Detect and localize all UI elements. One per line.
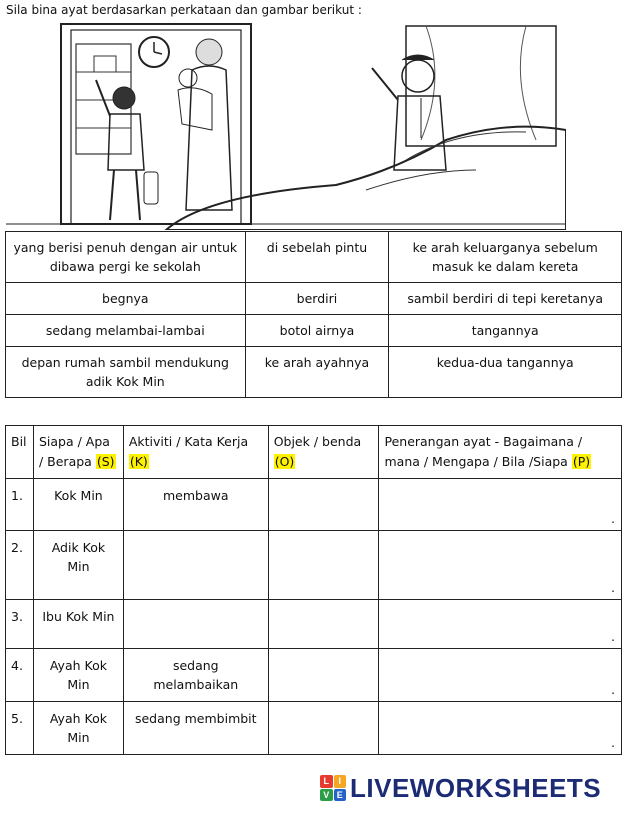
header-bil: Bil (6, 426, 34, 479)
word-bank-row (6, 283, 622, 315)
header-verb (123, 426, 268, 479)
word-bank-row (6, 315, 622, 347)
header-verb-text: Aktiviti / Kata Kerja (128, 434, 249, 449)
answer-row (6, 702, 622, 755)
word-bank-row (6, 347, 622, 398)
word-bank-row (6, 232, 622, 283)
row-number: 5. (6, 702, 34, 755)
word-bank-cell: ke arah keluarganya sebelum masuk ke dalam kereta (389, 232, 622, 283)
subject-cell: Ayah Kok Min (33, 649, 123, 702)
sentence-answer-table (5, 425, 622, 755)
family-illustration (6, 20, 566, 230)
liveworksheets-logo (320, 770, 620, 806)
word-bank-cell: botol airnya (245, 315, 389, 347)
verb-input-cell[interactable] (123, 531, 268, 600)
description-input-cell[interactable] (379, 649, 622, 702)
subject-cell: Ayah Kok Min (33, 702, 123, 755)
description-input-cell[interactable] (379, 702, 622, 755)
word-bank-cell: kedua-dua tangannya (389, 347, 622, 398)
answer-row (6, 479, 622, 531)
liveworksheets-wordmark: LIVEWORKSHEETS (350, 772, 602, 803)
header-object-text: Objek / benda (273, 434, 362, 449)
row-number: 1. (6, 479, 34, 531)
object-input-cell[interactable] (268, 702, 379, 755)
header-verb-tag: (K) (129, 454, 148, 469)
header-desc-text: Penerangan ayat - Bagaimana / mana / Mengapa / Bila /Siapa (384, 434, 583, 469)
instruction-text: Sila bina ayat berdasarkan perkataan dan gambar berikut : (6, 3, 362, 17)
verb-input-cell[interactable] (123, 600, 268, 649)
row-number: 3. (6, 600, 34, 649)
verb-cell: membawa (123, 479, 268, 531)
description-input-cell[interactable] (379, 600, 622, 649)
row-number: 2. (6, 531, 34, 600)
word-bank-table (5, 231, 622, 398)
row-number: 4. (6, 649, 34, 702)
description-input-cell[interactable] (379, 531, 622, 600)
word-bank-cell: begnya (6, 283, 246, 315)
subject-cell: Adik Kok Min (33, 531, 123, 600)
sentence-end-dot: . (611, 581, 615, 595)
object-input-cell[interactable] (268, 479, 379, 531)
subject-cell: Ibu Kok Min (33, 600, 123, 649)
description-input-cell[interactable] (379, 479, 622, 531)
logo-letter: I (334, 775, 347, 788)
header-description (379, 426, 622, 479)
answer-row (6, 649, 622, 702)
header-object (268, 426, 379, 479)
subject-cell: Kok Min (33, 479, 123, 531)
word-bank-cell: di sebelah pintu (245, 232, 389, 283)
verb-cell: sedang membimbit (123, 702, 268, 755)
verb-cell: sedang melambaikan (123, 649, 268, 702)
sentence-end-dot: . (611, 630, 615, 644)
header-subject (33, 426, 123, 479)
logo-letter: V (320, 789, 333, 802)
word-bank-cell: berdiri (245, 283, 389, 315)
object-input-cell[interactable] (268, 649, 379, 702)
word-bank-cell: tangannya (389, 315, 622, 347)
sentence-end-dot: . (611, 736, 615, 750)
sentence-end-dot: . (611, 683, 615, 697)
word-bank-cell: depan rumah sambil mendukung adik Kok Min (6, 347, 246, 398)
answer-row (6, 600, 622, 649)
answer-header-row (6, 426, 622, 479)
word-bank-cell: ke arah ayahnya (245, 347, 389, 398)
header-object-tag: (O) (274, 454, 295, 469)
object-input-cell[interactable] (268, 531, 379, 600)
logo-letter: E (334, 789, 347, 802)
word-bank-cell: sedang melambai-lambai (6, 315, 246, 347)
header-subject-tag: (S) (96, 454, 115, 469)
sentence-end-dot: . (611, 512, 615, 526)
logo-letter: L (320, 775, 333, 788)
liveworksheets-icon (320, 775, 346, 801)
header-subject-text: Siapa / Apa / Berapa (38, 434, 110, 469)
word-bank-cell: yang berisi penuh dengan air untuk dibawa pergi ke sekolah (6, 232, 246, 283)
header-desc-tag: (P) (572, 454, 591, 469)
answer-row (6, 531, 622, 600)
word-bank-cell: sambil berdiri di tepi keretanya (389, 283, 622, 315)
object-input-cell[interactable] (268, 600, 379, 649)
